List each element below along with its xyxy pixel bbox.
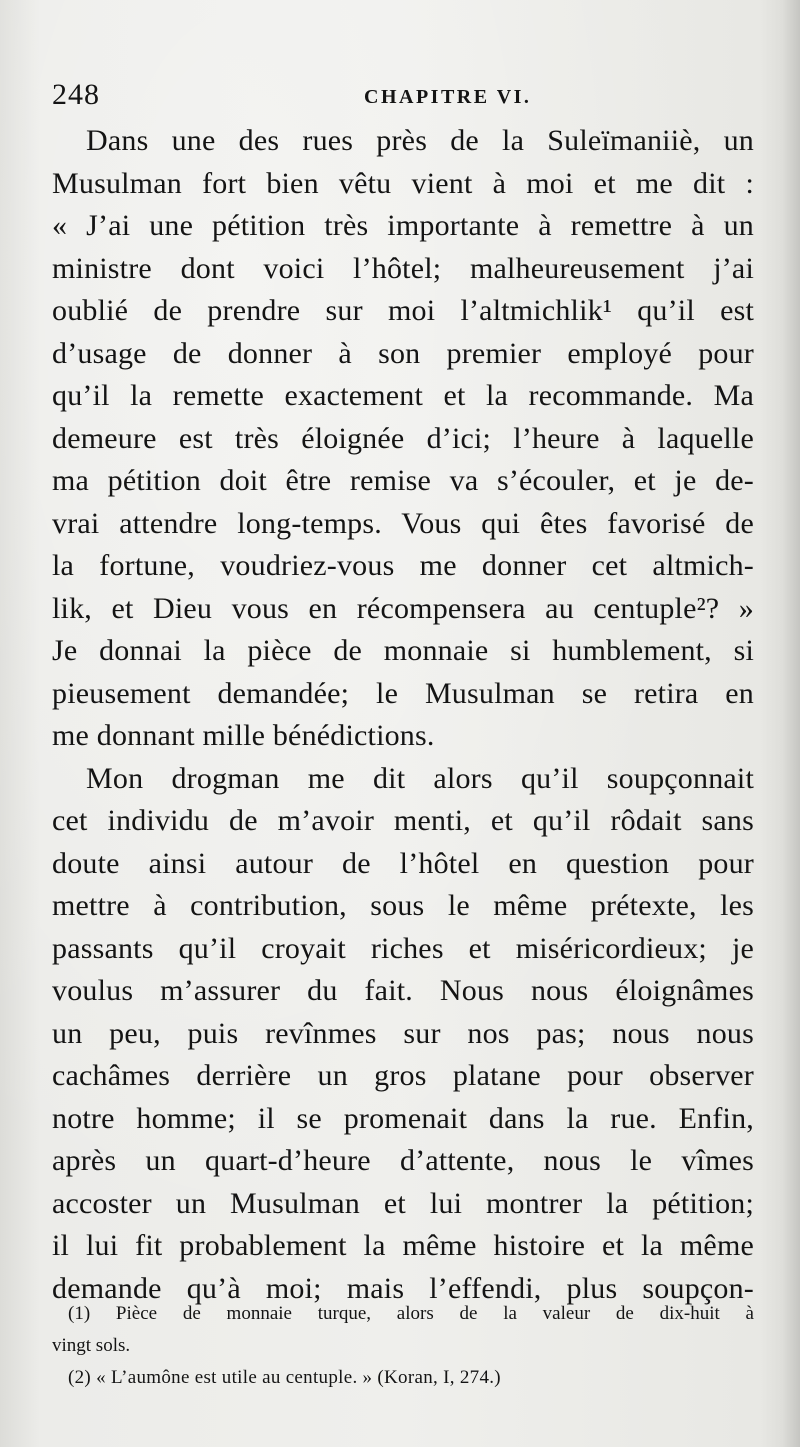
text-line: lik, et Dieu vous en récompensera au centuple²? »	[52, 591, 754, 625]
main-text	[52, 120, 754, 1310]
text-line: Dans une des rues près de la Suleïmaniiè, un	[86, 124, 754, 157]
text-line: cet individu de m’avoir menti, et qu’il rôdait sans	[52, 804, 754, 837]
footnote-1-line-2: vingt sols.	[52, 1335, 131, 1356]
text-line: ma pétition doit être remise va s’écouler, et je de-	[52, 464, 754, 497]
text-line: Je donnai la pièce de monnaie si humblement, si	[52, 634, 754, 667]
text-line: mettre à contribution, sous le même prétexte, les	[52, 889, 754, 922]
footnote-2: (2) « L’aumône est utile au centuple. » (Koran, I, 274.)	[68, 1367, 501, 1388]
text-line: passants qu’il croyait riches et miséricordieux; je	[52, 931, 754, 965]
text-line: il lui fit probablement la même histoire et la même	[52, 1229, 754, 1262]
text-line: demeure est très éloignée d’ici; l’heure à laquelle	[52, 421, 754, 455]
text-line: un peu, puis revînmes sur nos pas; nous nous	[52, 1016, 754, 1050]
text-line: « J’ai une pétition très importante à remettre à un	[52, 209, 754, 242]
text-line: voulus m’assurer du fait. Nous nous éloignâmes	[52, 974, 754, 1007]
text-line: d’usage de donner à son premier employé pour	[52, 336, 754, 370]
text-line: pieusement demandée; le Musulman se retira en	[52, 676, 754, 710]
text-line: notre homme; il se promenait dans la rue. Enfin,	[52, 1101, 754, 1135]
text-line: Mon drogman me dit alors qu’il soupçonnait	[86, 761, 754, 795]
text-line: ministre dont voici l’hôtel; malheureusement j’ai	[52, 251, 754, 285]
page-number: 248	[52, 78, 100, 111]
text-line: doute ainsi autour de l’hôtel en question pour	[52, 846, 754, 880]
footnote-1-line-1: (1) Pièce de monnaie turque, alors de la valeur de dix-huit à	[68, 1303, 754, 1324]
running-head	[52, 78, 752, 118]
page-edge-shadow	[782, 0, 800, 1447]
paragraph-1	[52, 120, 754, 758]
text-line: Musulman fort bien vêtu vient à moi et me dit :	[52, 166, 754, 200]
paragraph-2	[52, 758, 754, 1311]
text-line: la fortune, voudriez-vous me donner cet altmich-	[52, 549, 754, 582]
text-line: qu’il la remette exactement et la recommande. Ma	[52, 379, 754, 412]
text-line: cachâmes derrière un gros platane pour observer	[52, 1059, 754, 1092]
chapter-title: CHAPITRE VI.	[364, 86, 532, 108]
text-line: accoster un Musulman et lui montrer la pétition;	[52, 1186, 754, 1220]
text-line: me donnant mille bénédictions.	[52, 719, 435, 752]
text-line: vrai attendre long-temps. Vous qui êtes favorisé de	[52, 506, 754, 540]
text-line: après un quart-d’heure d’attente, nous le vîmes	[52, 1144, 754, 1177]
text-line: oublié de prendre sur moi l’altmichlik¹ qu’il est	[52, 294, 754, 327]
footnotes	[52, 1298, 754, 1394]
text-line: demande qu’à moi; mais l’effendi, plus soupçon-	[52, 1271, 754, 1305]
